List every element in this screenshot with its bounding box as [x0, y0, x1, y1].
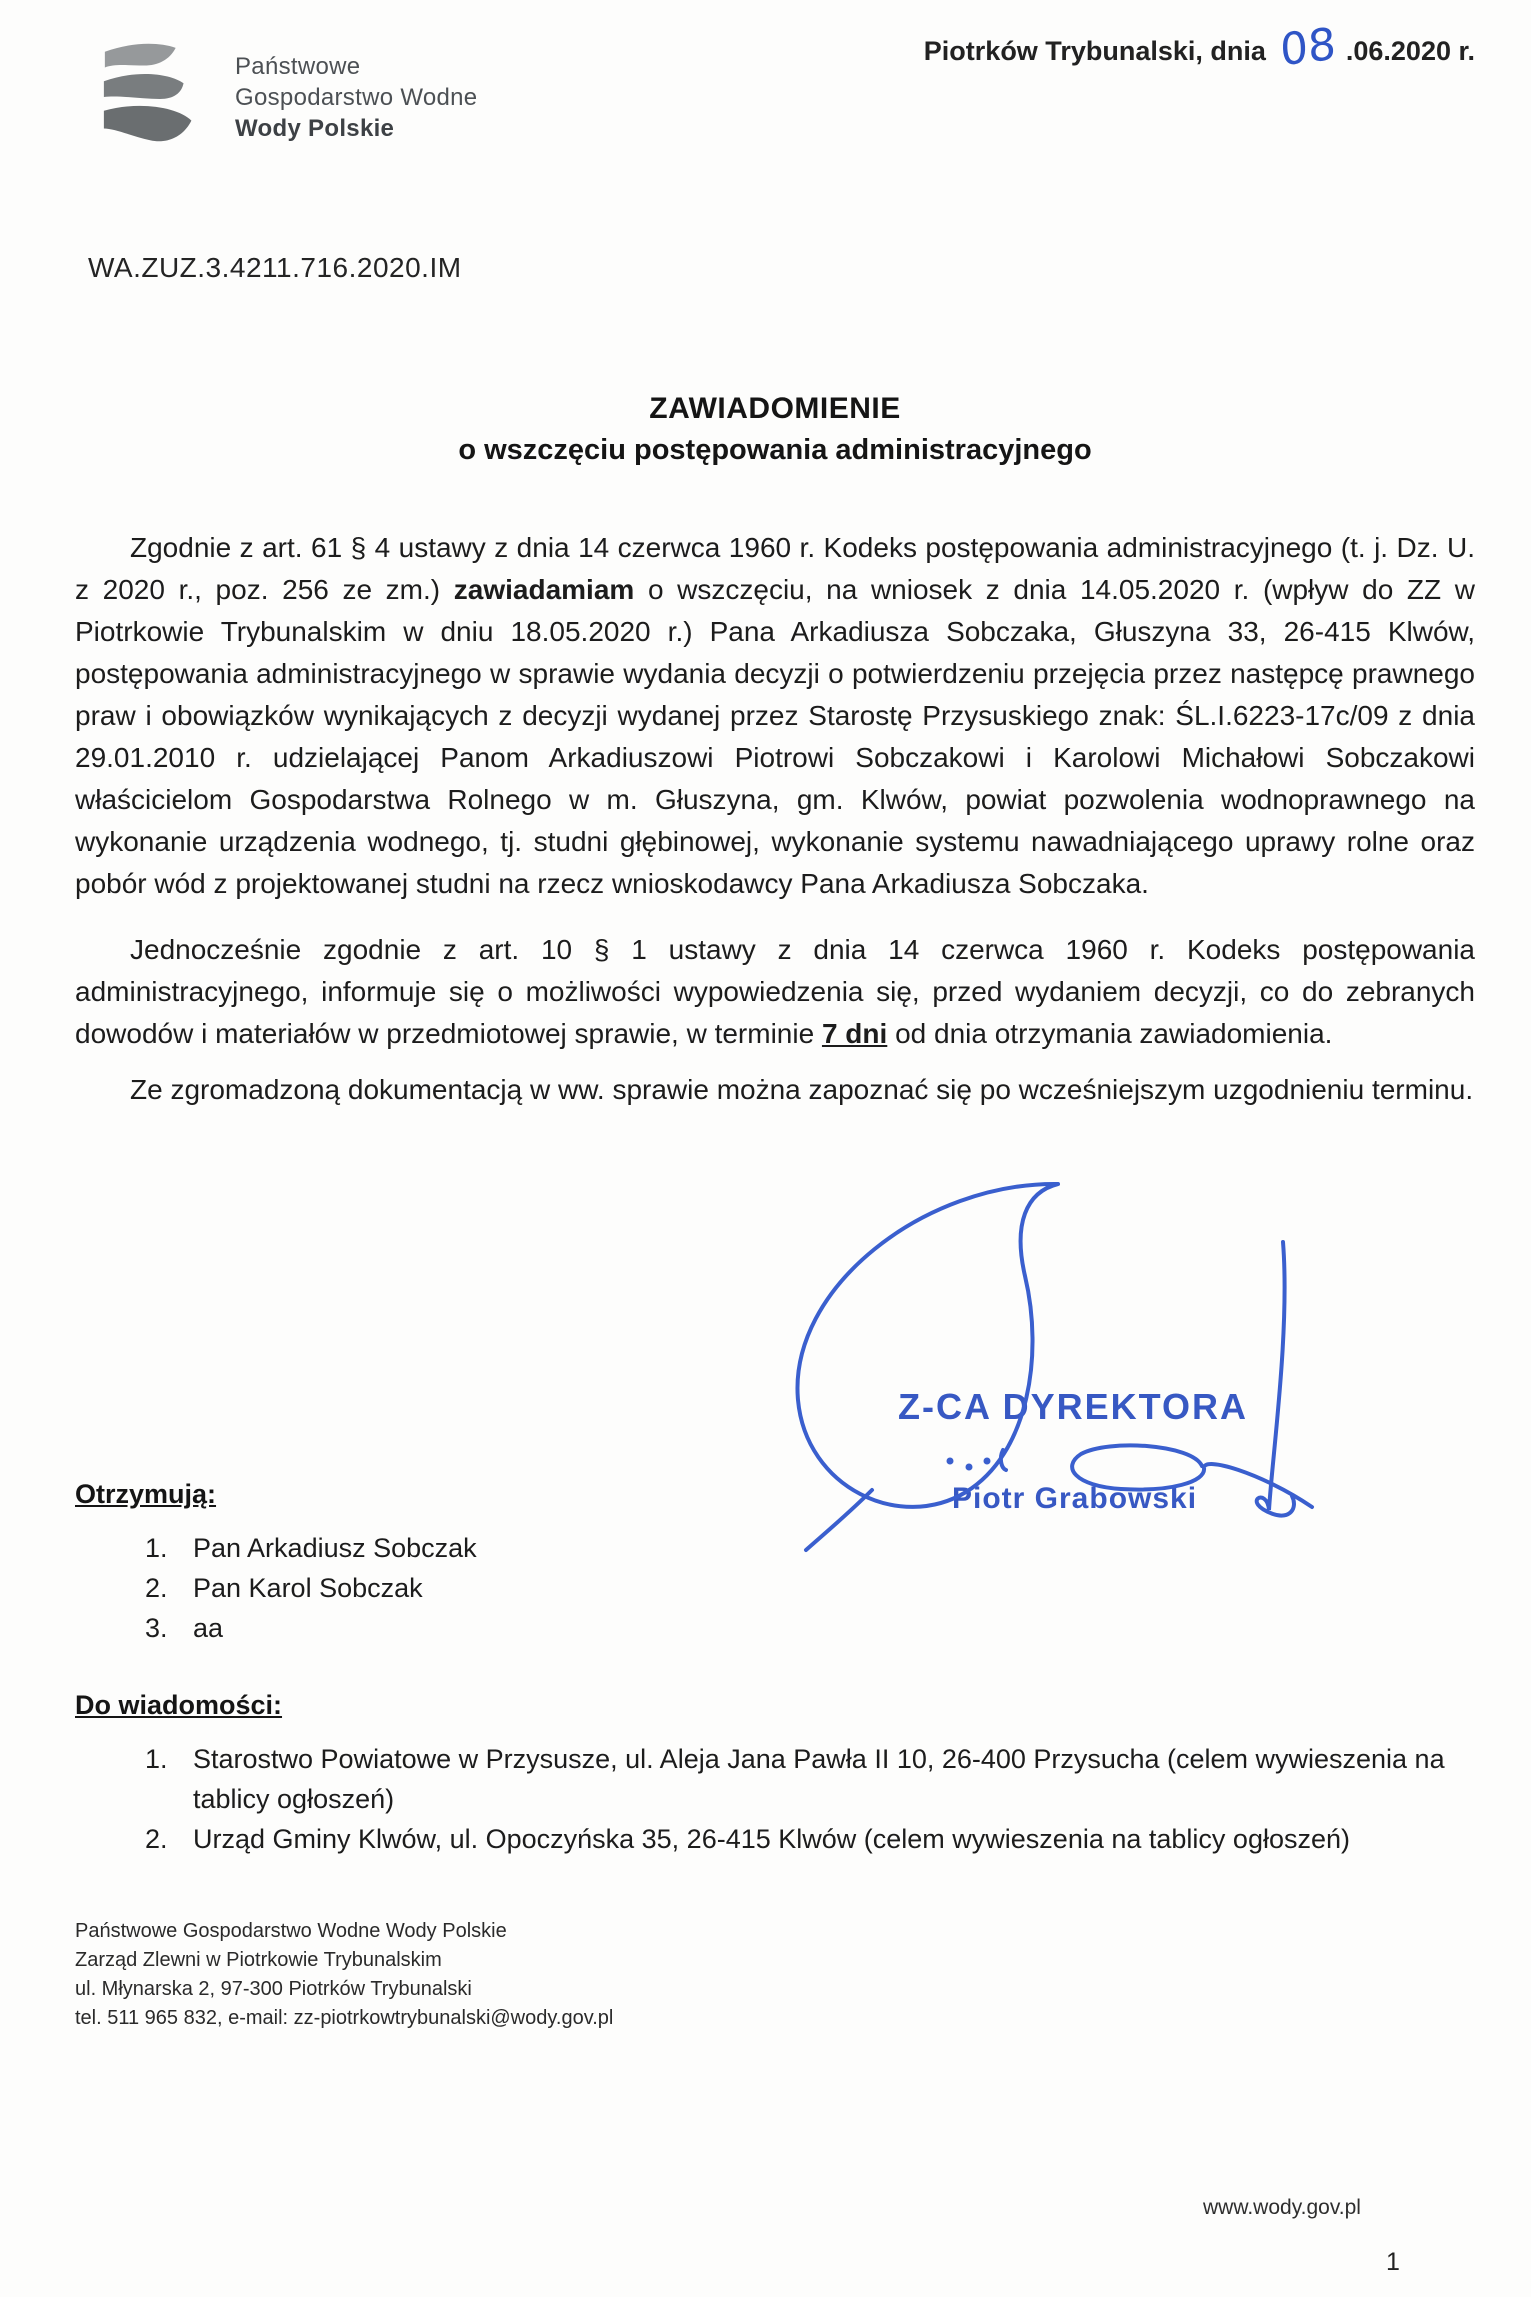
- paragraph-2: [75, 929, 1475, 1055]
- recipients-heading: Otrzymują:: [75, 1479, 217, 1509]
- item-text: Starostwo Powiatowe w Przysusze, ul. Aleja Jana Pawła II 10, 26-400 Przysucha (celem wywieszenia na tablicy ogłoszeń): [193, 1744, 1445, 1814]
- recipient-item: [75, 1568, 1475, 1608]
- waves-logo-icon: [95, 38, 217, 156]
- handwritten-day: 08: [1278, 18, 1337, 77]
- item-number: 3.: [145, 1613, 168, 1643]
- item-number: 1.: [145, 1744, 168, 1774]
- item-number: 2.: [145, 1824, 168, 1854]
- cc-list: [75, 1739, 1475, 1859]
- logo-line-2: Gospodarstwo Wodne: [235, 83, 478, 111]
- logo-line-3: Wody Polskie: [235, 114, 395, 142]
- page-number: 1: [1386, 2248, 1400, 2276]
- paragraph-1: [75, 527, 1475, 905]
- document-footer: [75, 1917, 1475, 2033]
- recipient-item: [75, 1528, 1475, 1568]
- date-prefix: Piotrków Trybunalski, dnia: [923, 36, 1266, 66]
- item-text: Urząd Gminy Klwów, ul. Opoczyńska 35, 26-415 Klwów (celem wywieszenia na tablicy ogłoszeń): [193, 1824, 1350, 1854]
- title-line-1: ZAWIADOMIENIE: [649, 392, 901, 425]
- title-line-2: o wszczęciu postępowania administracyjnego: [458, 434, 1092, 466]
- wody-polskie-logo: [95, 38, 477, 156]
- paragraph-3: Ze zgromadzoną dokumentacją w ww. sprawie można zapoznać się po wcześniejszym uzgodnieniu terminu.: [130, 1074, 1474, 1105]
- item-number: 2.: [145, 1573, 168, 1603]
- p1-text-after: o wszczęciu, na wniosek z dnia 14.05.2020 r. (wpływ do ZZ w Piotrkowie Trybunalskim w dniu 18.05.2020 r.) Pana Arkadiusza Sobczaka, Głuszyna 33, 26-415 Klwów, postępowania administracyjnego w sprawie wydania decyzji o potwierdzeniu przejęcia przez następcę prawnego praw i obowiązków wynikających z decyzji wydanej przez Starostę Przysuskiego znak: ŚL.I.6223-17c/09 z dnia 29.01.2010 r. udzielającej Panom Arkadiuszowi Piotrowi Sobczakowi i Karolowi Michałowi Sobczakowi właścicielom Gospodarstwa Rolnego w m. Głuszyna, gm. Klwów, powiat pozwolenia wodnoprawnego na wykonanie urządzenia wodnego, tj. studni głębinowej, wykonanie systemu nawadniającego uprawy rolne oraz pobór wód z projektowanej studni na rzecz wnioskodawcy Pana Arkadiusza Sobczaka.: [75, 574, 1475, 899]
- item-number: 1.: [145, 1533, 168, 1563]
- stamp-position-title: Z-CA DYREKTORA: [898, 1386, 1248, 1427]
- cc-item: [75, 1739, 1475, 1819]
- date-suffix: .06.2020 r.: [1345, 36, 1475, 66]
- p2-text-before: Jednocześnie zgodnie z art. 10 § 1 ustawy z dnia 14 czerwca 1960 r. Kodeks postępowania administracyjnego, informuje się o możliwości wypowiedzenia się, przed wydaniem decyzji, co do zebranych dowodów i materiałów w przedmiotowej sprawie, w terminie: [75, 934, 1475, 1049]
- cc-heading: Do wiadomości:: [75, 1690, 283, 1720]
- document-title: [75, 392, 1475, 467]
- cc-section: [75, 1690, 1475, 1859]
- footer-org-name: Państwowe Gospodarstwo Wodne Wody Polskie: [75, 1920, 507, 1942]
- p2-text-after: od dnia otrzymania zawiadomienia.: [887, 1018, 1333, 1049]
- footer-contact: tel. 511 965 832, e-mail: zz-piotrkowtrybunalski@wody.gov.pl: [75, 2007, 614, 2029]
- recipient-item: [75, 1608, 1475, 1648]
- case-reference-number: WA.ZUZ.3.4211.716.2020.IM: [88, 252, 462, 283]
- item-text: aa: [193, 1613, 224, 1643]
- p2-deadline-emphasis: 7 dni: [821, 1018, 888, 1049]
- document-body: [75, 527, 1475, 1111]
- stamp-signer-name: Piotr Grabowski: [952, 1482, 1198, 1515]
- p1-bold-word: zawiadamiam: [453, 574, 635, 605]
- footer-website: www.wody.gov.pl: [1203, 2196, 1361, 2219]
- cc-item: [75, 1819, 1475, 1859]
- item-text: Pan Arkadiusz Sobczak: [193, 1533, 477, 1563]
- place-and-date: [923, 18, 1475, 77]
- recipients-section: [75, 1479, 1475, 1648]
- logo-wordmark: [235, 51, 477, 144]
- logo-line-1: Państwowe: [235, 52, 361, 80]
- p1-text-before: Zgodnie z art. 61 § 4 ustawy z dnia 14 czerwca 1960 r. Kodeks postępowania administracyjnego (t. j. Dz. U. z 2020 r., poz. 256 ze zm.): [75, 532, 1475, 605]
- footer-address: ul. Młynarska 2, 97-300 Piotrków Trybunalski: [75, 1978, 472, 2000]
- document-header: [75, 18, 1475, 156]
- footer-branch: Zarząd Zlewni w Piotrkowie Trybunalskim: [75, 1949, 442, 1971]
- item-text: Pan Karol Sobczak: [193, 1573, 423, 1603]
- recipients-list: [75, 1528, 1475, 1648]
